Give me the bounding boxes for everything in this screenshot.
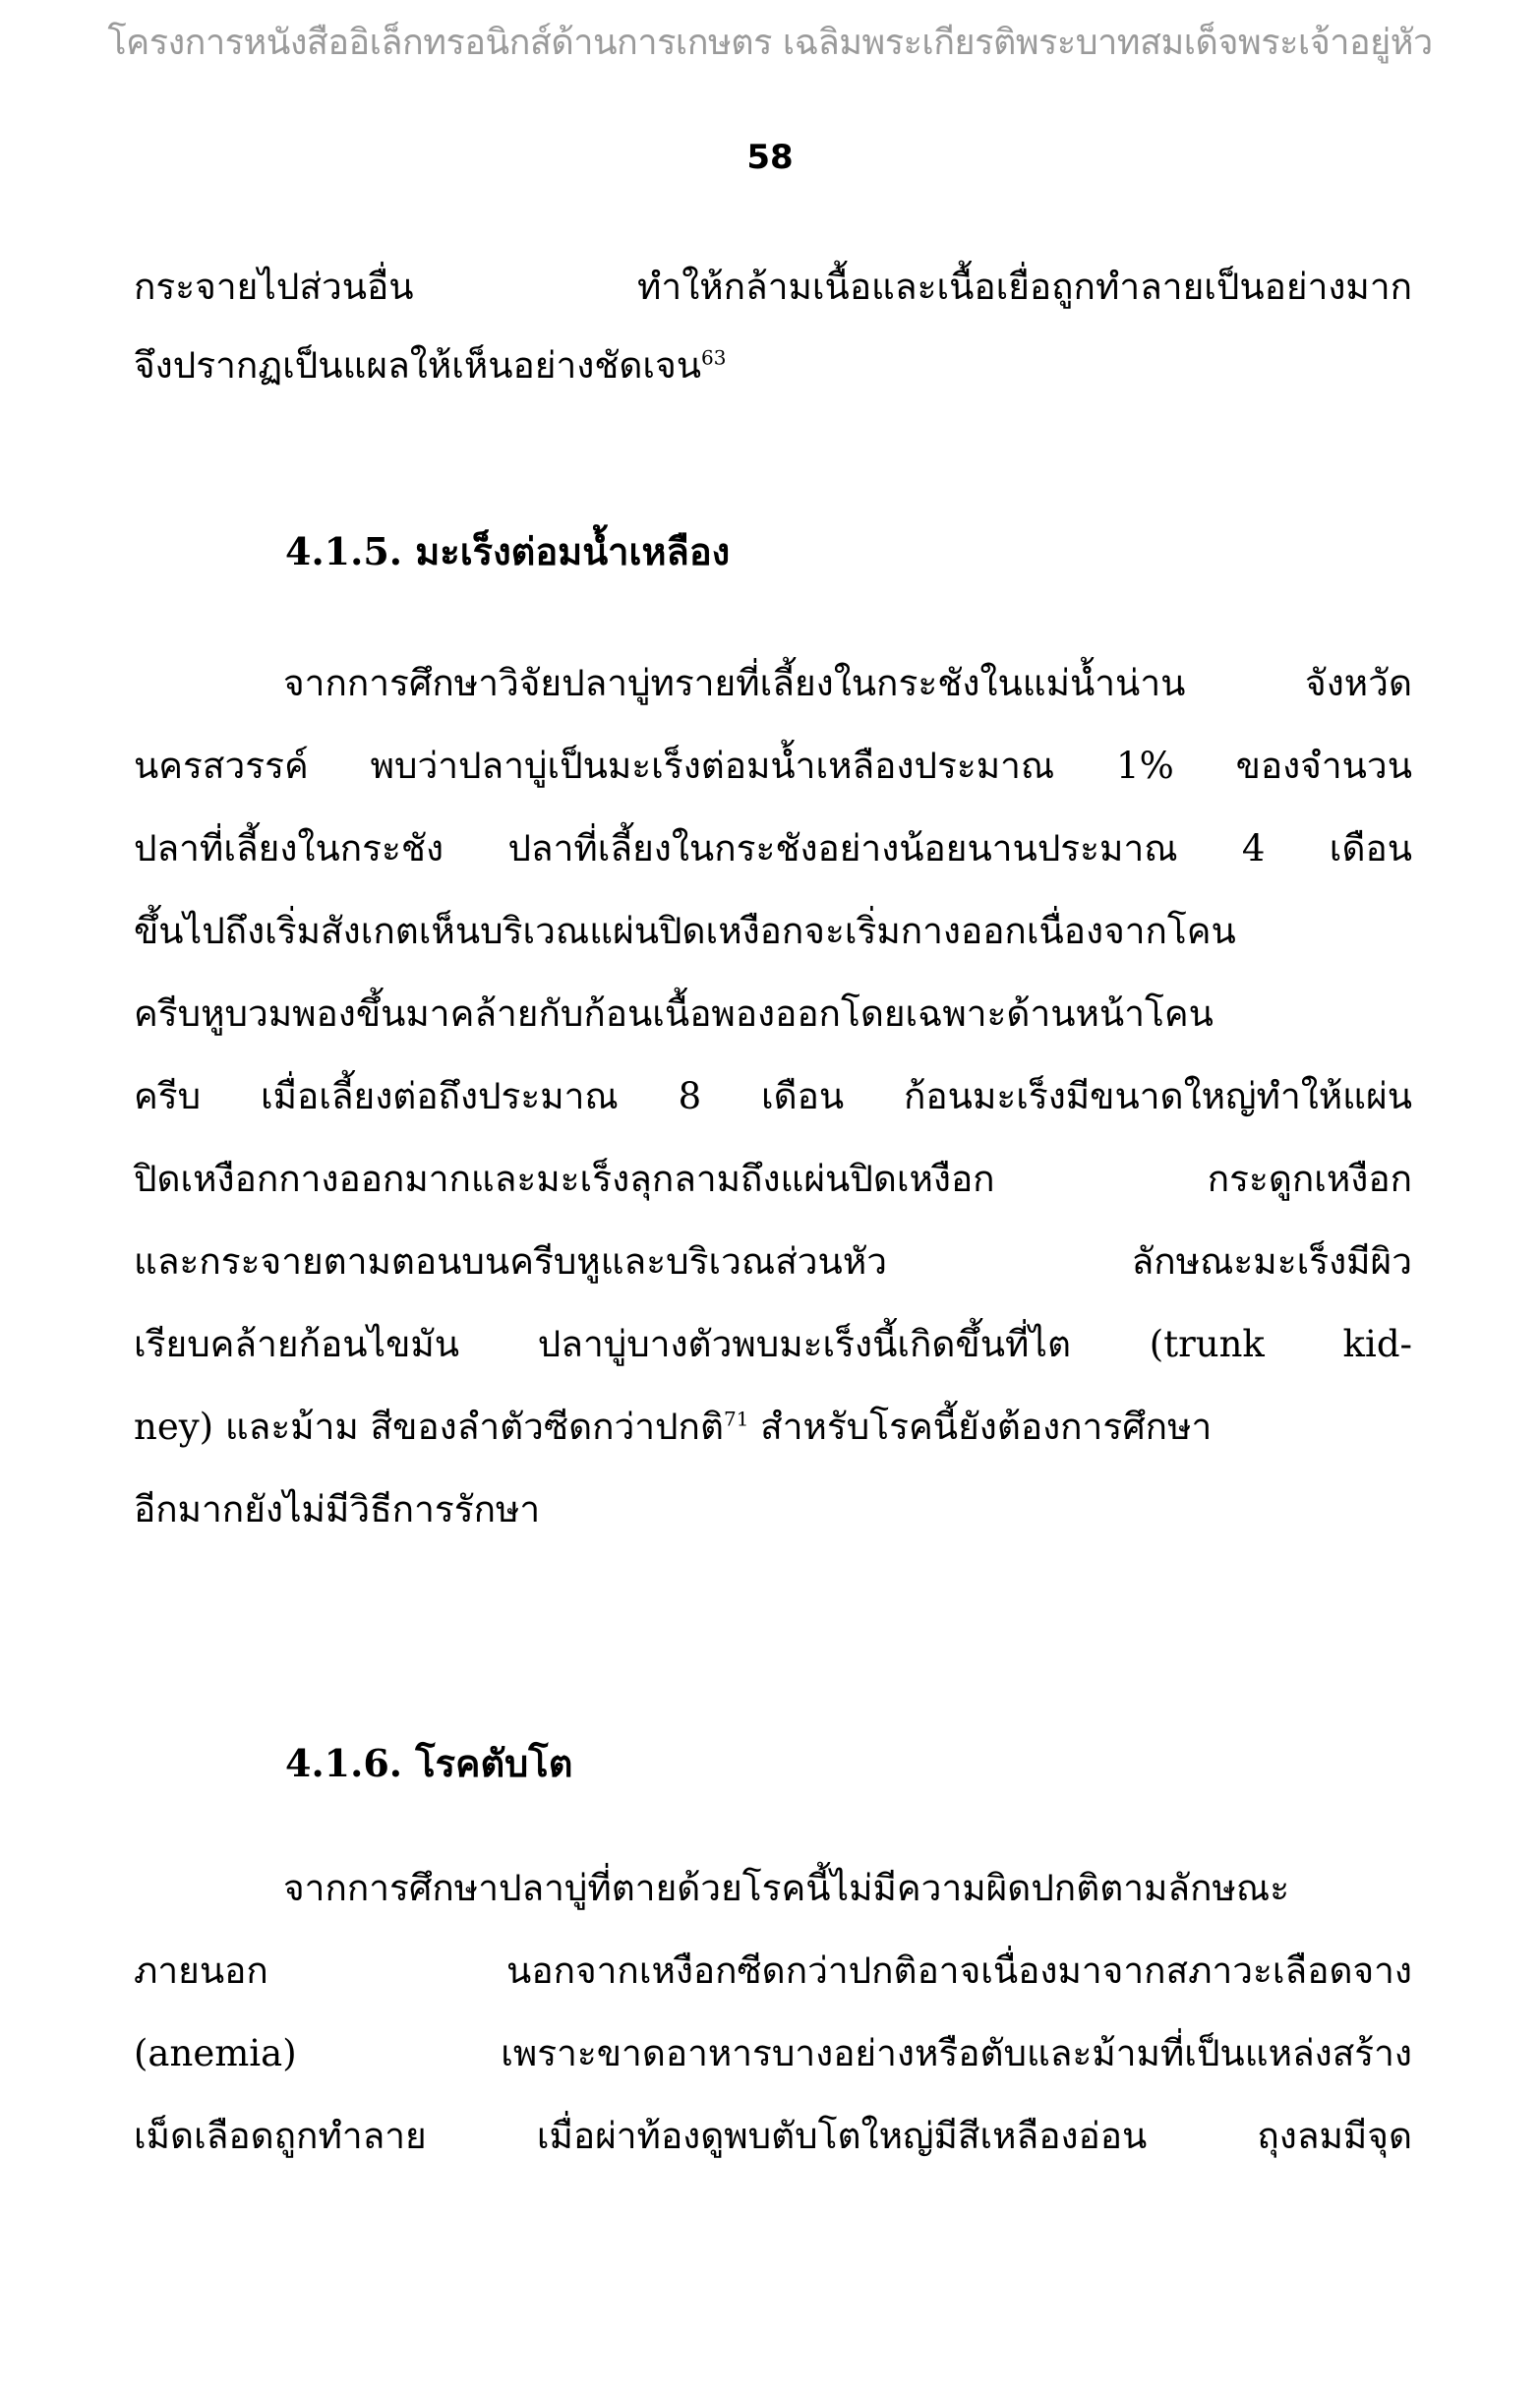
paragraph-line: ปลาที่เลี้ยงในกระชัง ปลาที่เลี้ยงในกระชังอย่างน้อยนานประมาณ 4 เดือน	[134, 827, 1412, 870]
paragraph-line	[134, 336, 727, 394]
paragraph-line: ครีบหูบวมพองขึ้นมาคล้ายกับก้อนเนื้อพองออกโดยเฉพาะด้านหน้าโคน	[134, 992, 1214, 1035]
section-heading-4-1-6: 4.1.6. โรคตับโต	[285, 1741, 573, 1785]
footnote-ref: 71	[723, 1407, 749, 1431]
paragraph-line: ขึ้นไปถึงเริ่มสังเกตเห็นบริเวณแผ่นปิดเหงือกจะเริ่มกางออกเนื่องจากโคน	[134, 910, 1236, 952]
line-text: สำหรับโรคนี้ยังต้องการศึกษา	[748, 1406, 1213, 1448]
line-text: ney) และม้าม สีของลำตัวซีดกว่าปกติ	[134, 1406, 724, 1448]
paragraph-line: เรียบคล้ายก้อนไขมัน ปลาบู่บางตัวพบมะเร็งนี้เกิดขึ้นที่ไต (trunk kid-	[134, 1323, 1412, 1365]
paragraph-line: จากการศึกษาวิจัยปลาบู่ทรายที่เลี้ยงในกระชังในแม่น้ำน่าน จังหวัด	[283, 662, 1412, 704]
paragraph-line: (anemia) เพราะขาดอาหารบางอย่างหรือตับและม้ามที่เป็นแหล่งสร้าง	[134, 2032, 1412, 2074]
line-text: จึงปรากฏเป็นแผลให้เห็นอย่างชัดเจน	[134, 344, 702, 387]
running-header: โครงการหนังสืออิเล็กทรอนิกส์ด้านการเกษตร เฉลิมพระเกียรติพระบาทสมเด็จพระเจ้าอยู่หัว	[107, 23, 1433, 63]
paragraph-line: ครีบ เมื่อเลี้ยงต่อถึงประมาณ 8 เดือน ก้อนมะเร็งมีขนาดใหญ่ทำให้แผ่น	[134, 1075, 1412, 1117]
paragraph-line: อีกมากยังไม่มีวิธีการรักษา	[134, 1488, 541, 1530]
paragraph-line: เม็ดเลือดถูกทำลาย เมื่อผ่าท้องดูพบตับโตใหญ่มีสีเหลืองอ่อน ถุงลมมีจุด	[134, 2115, 1412, 2157]
paragraph-line: นครสวรรค์ พบว่าปลาบู่เป็นมะเร็งต่อมน้ำเหลืองประมาณ 1% ของจำนวน	[134, 745, 1412, 787]
paragraph-line: และกระจายตามตอนบนครีบหูและบริเวณส่วนหัว ลักษณะมะเร็งมีผิว	[134, 1240, 1412, 1283]
paragraph-line: ภายนอก นอกจากเหงือกซีดกว่าปกติอาจเนื่องมาจากสภาวะเลือดจาง	[134, 1950, 1412, 1992]
footnote-ref: 63	[701, 345, 727, 370]
paragraph-line: ปิดเหงือกกางออกมากและมะเร็งลุกลามถึงแผ่นปิดเหงือก กระดูกเหงือก	[134, 1158, 1412, 1200]
paragraph-line	[134, 1398, 1212, 1456]
paragraph-line: จากการศึกษาปลาบู่ที่ตายด้วยโรคนี้ไม่มีความผิดปกติตามลักษณะ	[283, 1867, 1290, 1909]
section-heading-4-1-5: 4.1.5. มะเร็งต่อมน้ำเหลือง	[285, 529, 731, 573]
paragraph-line: กระจายไปส่วนอื่น ทำให้กล้ามเนื้อและเนื้อเยื่อถูกทำลายเป็นอย่างมาก	[134, 266, 1412, 308]
page-number: 58	[746, 138, 794, 177]
